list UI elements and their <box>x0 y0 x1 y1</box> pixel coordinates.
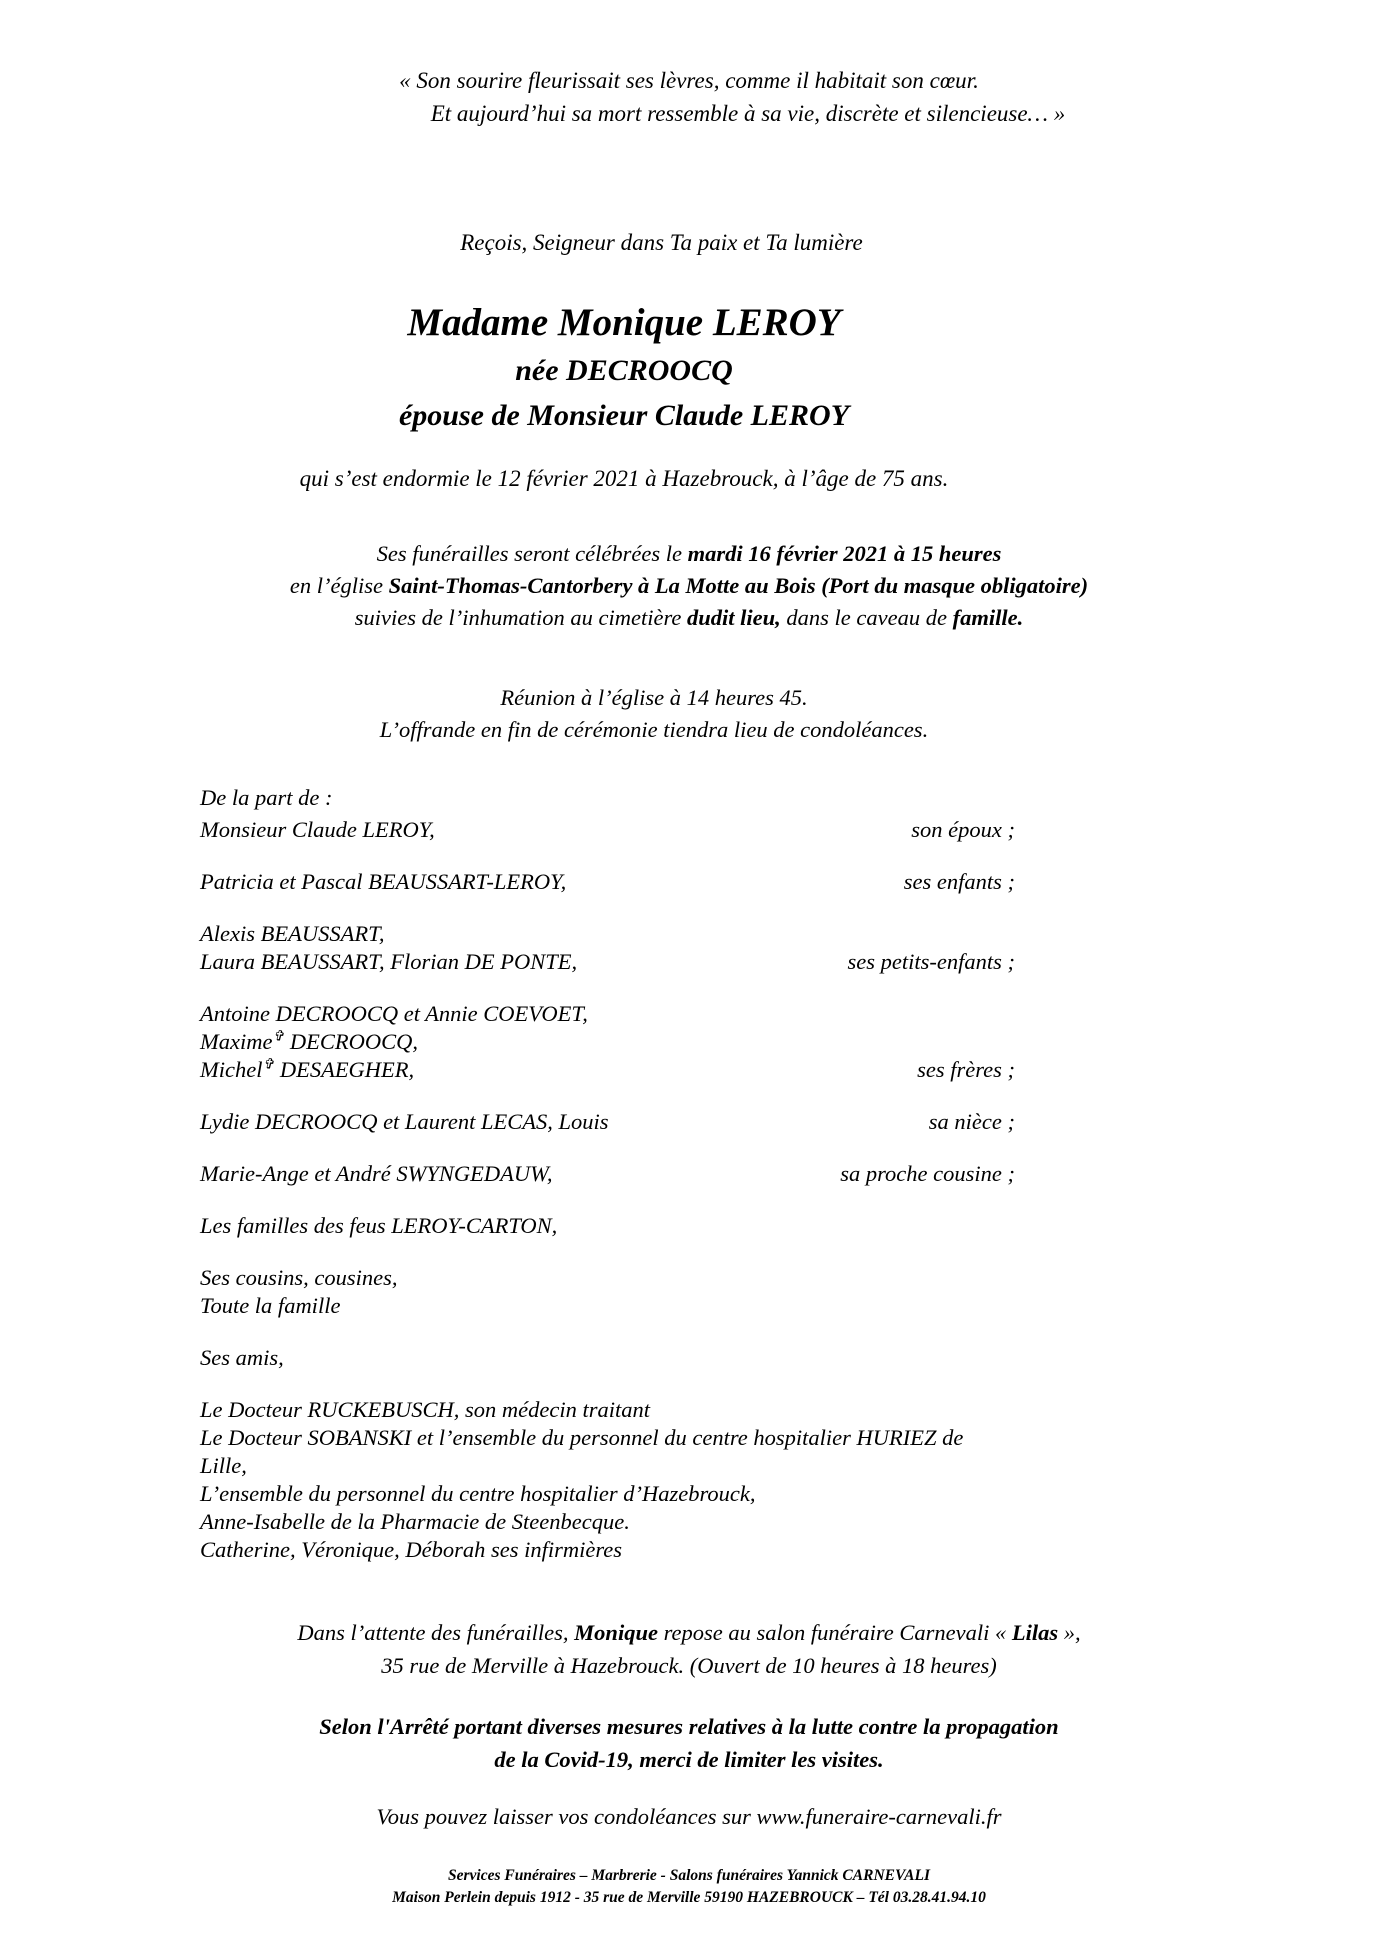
funeral-church: Saint-Thomas-Cantorbery à La Motte au Bois (Port du masque obligatoire) <box>388 573 1089 598</box>
family-group-brothers <box>200 1000 1015 1084</box>
funeral-cemetery: dudit lieu, <box>687 605 781 630</box>
family-group-spouse <box>200 816 1015 844</box>
family-row <box>200 920 1015 948</box>
relation-label: son époux ; <box>911 817 1015 842</box>
family-group-families <box>200 1212 1015 1240</box>
footer-line-1: Services Funéraires – Marbrerie - Salons funéraires Yannick CARNEVALI <box>447 1867 930 1884</box>
family-member: Anne-Isabelle de la Pharmacie de Steenbecque. <box>200 1509 630 1534</box>
mortuary-line-1 <box>0 1616 1378 1649</box>
deceased-maiden-name: née DECROOCQ <box>515 354 733 387</box>
family-member-surname: DESAEGHER, <box>274 1057 415 1082</box>
family-member: Lydie DECROOCQ et Laurent LECAS, Louis <box>200 1109 609 1134</box>
family-member: Toute la famille <box>200 1293 341 1318</box>
family-row <box>200 1212 1015 1240</box>
family-row <box>200 1264 1015 1292</box>
family-row <box>200 868 1015 896</box>
family-row <box>200 1424 1015 1480</box>
prayer-line: Reçois, Seigneur dans Ta paix et Ta lumière <box>460 230 863 255</box>
relation-label: ses petits-enfants ; <box>847 949 1015 974</box>
deceased-cross-icon: ✞ <box>272 1029 285 1045</box>
family-member: Marie-Ange et André SWYNGEDAUW, <box>200 1161 553 1186</box>
family-member: Le Docteur SOBANSKI et l’ensemble du personnel du centre hospitalier HURIEZ de Lille, <box>200 1425 964 1478</box>
footer-line-2: Maison Perlein depuis 1912 - 35 rue de Merville 59190 HAZEBROUCK – Tél 03.28.41.94.10 <box>392 1889 986 1906</box>
family-row <box>200 1396 1015 1424</box>
mortuary-text-3: », <box>1058 1620 1081 1645</box>
opening-quote <box>0 0 1378 130</box>
funeral-line-3-text-2: dans le caveau de <box>780 605 953 630</box>
mortuary-line-2: 35 rue de Merville à Hazebrouck. (Ouvert de 10 heures à 18 heures) <box>381 1653 997 1678</box>
family-member: Ses cousins, cousines, <box>200 1265 398 1290</box>
mortuary-text-2: repose au salon funéraire Carnevali « <box>657 1620 1012 1645</box>
funeral-date-time: mardi 16 février 2021 à 15 heures <box>687 541 1002 566</box>
family-group-niece <box>200 1108 1015 1136</box>
family-member: L’ensemble du personnel du centre hospitalier d’Hazebrouck, <box>200 1481 756 1506</box>
family-intro-text: De la part de : <box>200 785 333 810</box>
mortuary-name: Monique <box>574 1620 658 1645</box>
family-row <box>200 1344 1015 1372</box>
family-row <box>200 1480 1015 1508</box>
family-row <box>200 948 1015 976</box>
funeral-line-3-text-1: suivies de l’inhumation au cimetière <box>354 605 687 630</box>
family-group-friends <box>200 1344 1015 1372</box>
covid-line-1: Selon l'Arrêté portant diverses mesures relatives à la lutte contre la propagation <box>319 1714 1059 1739</box>
death-notice: qui s’est endormie le 12 février 2021 à Hazebrouck, à l’âge de 75 ans. <box>299 466 949 491</box>
deceased-title-block <box>0 298 1248 438</box>
family-row <box>200 1056 1015 1084</box>
family-group-grandchildren <box>200 920 1015 976</box>
family-member: Ses amis, <box>200 1345 284 1370</box>
funeral-home-footer <box>0 1865 1378 1909</box>
covid-notice <box>0 1710 1378 1776</box>
mortuary-info <box>0 1616 1378 1682</box>
quote-line-2: Et aujourd’hui sa mort ressemble à sa vie, discrète et silencieuse… » <box>430 101 1066 126</box>
funeral-line-2-text: en l’église <box>289 573 389 598</box>
condolences-website-line: Vous pouvez laisser vos condoléances sur www.funeraire-carnevali.fr <box>376 1804 1002 1829</box>
offrande-line: L’offrande en fin de cérémonie tiendra lieu de condoléances. <box>379 717 929 742</box>
deceased-cross-icon: ✞ <box>262 1057 275 1073</box>
family-row <box>200 1000 1015 1028</box>
family-member: Patricia et Pascal BEAUSSART-LEROY, <box>200 869 567 894</box>
family-member: Les familles des feus LEROY-CARTON, <box>200 1213 558 1238</box>
family-member-name: Maxime <box>200 1029 273 1054</box>
family-intro <box>200 784 1015 812</box>
family-member: Antoine DECROOCQ et Annie COEVOET, <box>200 1001 588 1026</box>
family-group-cousin <box>200 1160 1015 1188</box>
relation-label: ses enfants ; <box>903 869 1015 894</box>
family-member: Alexis BEAUSSART, <box>200 921 385 946</box>
family-section <box>0 784 1378 1564</box>
reunion-line: Réunion à l’église à 14 heures 45. <box>500 685 808 710</box>
family-member: Laura BEAUSSART, Florian DE PONTE, <box>200 949 578 974</box>
funeral-line-3-text-3: famille. <box>952 605 1024 630</box>
family-row <box>200 1108 1015 1136</box>
covid-line-2: de la Covid-19, merci de limiter les visites. <box>494 1747 884 1772</box>
family-member-name: Michel <box>200 1057 263 1082</box>
family-group-medical <box>200 1396 1015 1564</box>
mortuary-salon-name: Lilas <box>1011 1620 1059 1645</box>
family-member: Catherine, Véronique, Déborah ses infirmières <box>200 1537 623 1562</box>
family-row <box>200 1028 1015 1056</box>
reunion-block <box>0 682 1308 746</box>
funeral-line-2 <box>0 570 1378 602</box>
family-row <box>200 816 1015 844</box>
funeral-line-1-text: Ses funérailles seront célébrées le <box>376 541 688 566</box>
family-member <box>200 1056 414 1084</box>
family-group-children <box>200 868 1015 896</box>
funeral-line-1 <box>0 538 1378 570</box>
family-row <box>200 1508 1015 1536</box>
relation-label: ses frères ; <box>917 1057 1015 1082</box>
deceased-name: Madame Monique LEROY <box>407 301 841 344</box>
family-member-surname: DECROOCQ, <box>284 1029 418 1054</box>
family-row <box>200 1160 1015 1188</box>
family-row <box>200 1536 1015 1564</box>
family-member: Monsieur Claude LEROY, <box>200 817 435 842</box>
family-member <box>200 1028 418 1056</box>
relation-label: sa proche cousine ; <box>840 1161 1015 1186</box>
mortuary-text-1: Dans l’attente des funérailles, <box>297 1620 575 1645</box>
family-row <box>200 1292 1015 1320</box>
relation-label: sa nièce ; <box>928 1109 1015 1134</box>
deceased-spouse-line: épouse de Monsieur Claude LEROY <box>398 399 850 432</box>
family-member: Le Docteur RUCKEBUSCH, son médecin traitant <box>200 1397 650 1422</box>
funeral-line-3 <box>0 602 1378 634</box>
funeral-details <box>0 538 1378 634</box>
quote-line-1: « Son sourire fleurissait ses lèvres, comme il habitait son cœur. <box>399 68 979 93</box>
family-group-cousins <box>200 1264 1015 1320</box>
